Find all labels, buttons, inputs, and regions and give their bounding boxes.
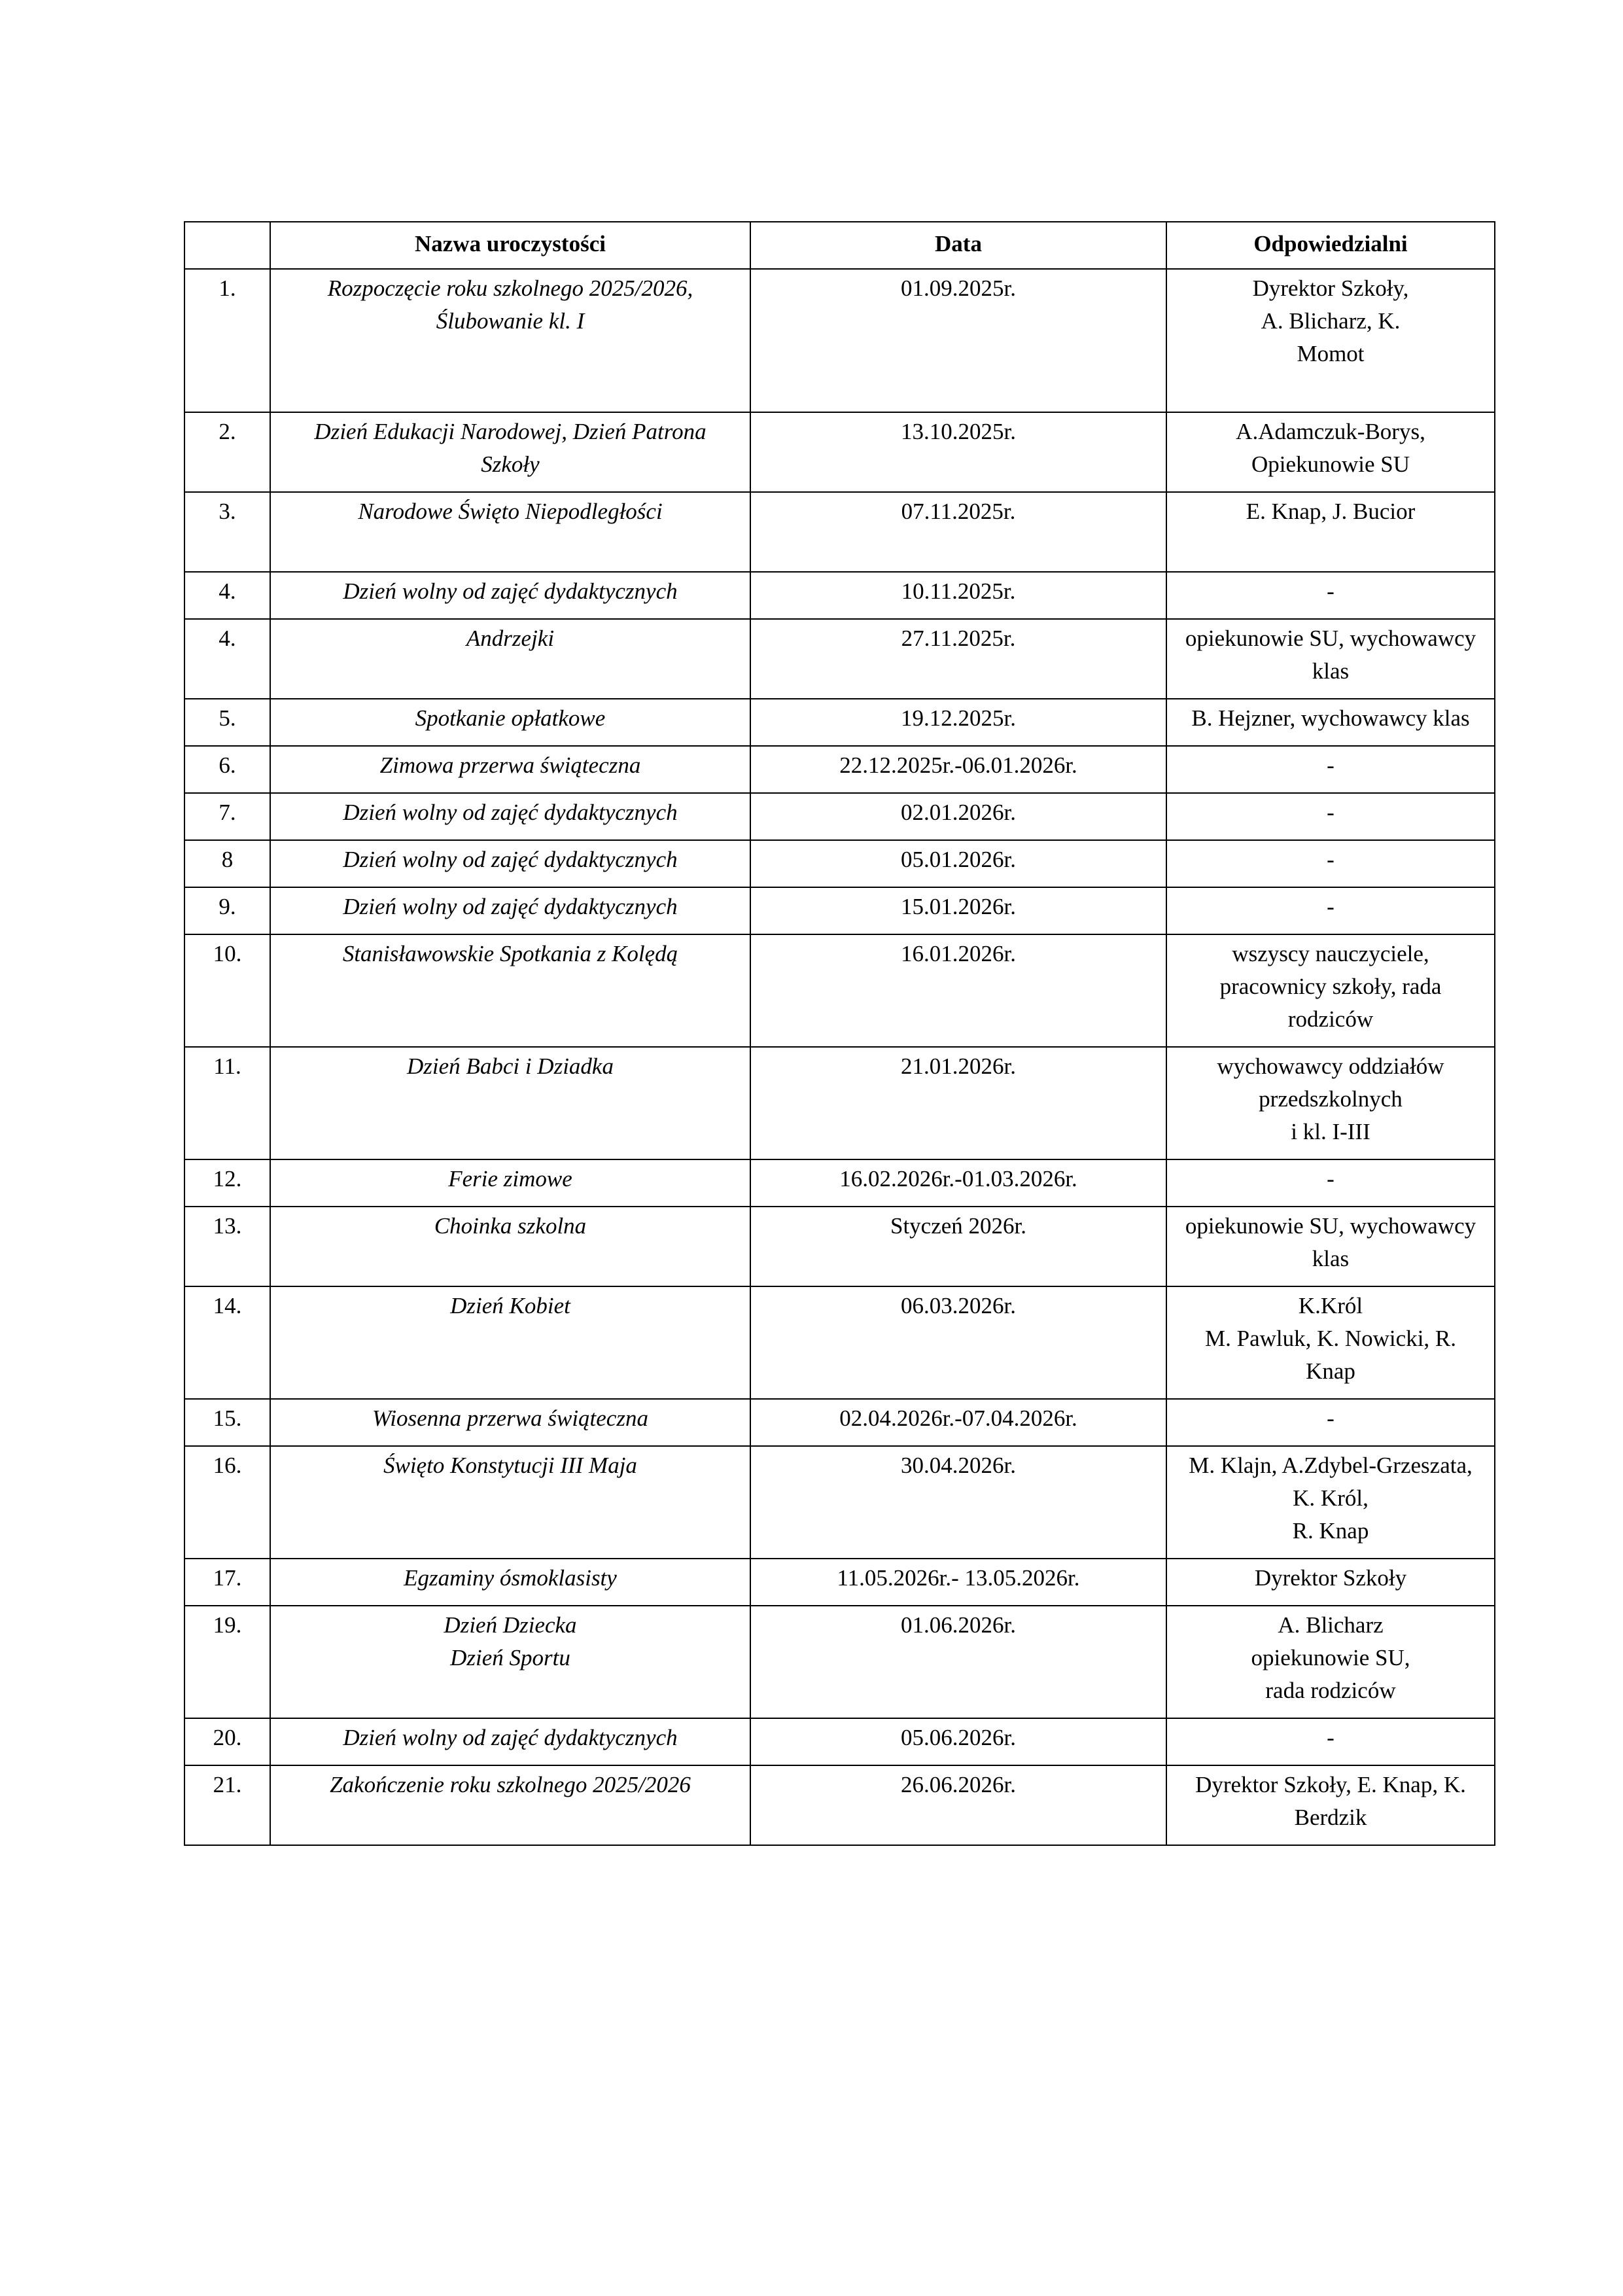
row-number: 20. <box>184 1718 270 1765</box>
responsible-line: przedszkolnych <box>1259 1086 1403 1112</box>
header-name: Nazwa uroczystości <box>270 222 750 269</box>
table-row <box>184 1718 1495 1765</box>
responsible-line: pracownicy szkoły, rada <box>1219 974 1442 999</box>
event-name <box>270 840 750 887</box>
table-row <box>184 746 1495 793</box>
event-name <box>270 1047 750 1159</box>
table-row <box>184 1765 1495 1845</box>
row-number: 5. <box>184 699 270 746</box>
responsible-line: A.Adamczuk-Borys, <box>1236 419 1425 444</box>
table-row <box>184 699 1495 746</box>
event-name-line: Dzień wolny od zajęć dydaktycznych <box>343 578 678 604</box>
table-row <box>184 1286 1495 1399</box>
table-row <box>184 934 1495 1047</box>
event-name <box>270 1399 750 1446</box>
ceremonies-table <box>184 221 1495 1846</box>
event-name-line: Zimowa przerwa świąteczna <box>379 752 641 778</box>
responsible-line: opiekunowie SU, wychowawcy <box>1185 626 1476 651</box>
event-name-line: Narodowe Święto Niepodległości <box>358 499 663 524</box>
event-date: 02.04.2026r.-07.04.2026r. <box>750 1399 1166 1446</box>
event-name-line: Dzień wolny od zajęć dydaktycznych <box>343 1725 678 1750</box>
row-number: 1. <box>184 269 270 412</box>
event-responsible <box>1166 1207 1495 1286</box>
responsible-line: - <box>1327 894 1335 919</box>
row-number: 21. <box>184 1765 270 1845</box>
event-name-line: Rozpoczęcie roku szkolnego 2025/2026, <box>327 275 693 301</box>
event-name-line: Dzień wolny od zajęć dydaktycznych <box>343 800 678 825</box>
event-name <box>270 572 750 619</box>
event-name-line: Dzień Dziecka <box>444 1612 577 1638</box>
event-name <box>270 1207 750 1286</box>
row-number: 8 <box>184 840 270 887</box>
event-date: 11.05.2026r.- 13.05.2026r. <box>750 1559 1166 1606</box>
event-responsible <box>1166 1606 1495 1718</box>
responsible-line: A. Blicharz, K. <box>1261 308 1401 334</box>
event-responsible <box>1166 793 1495 840</box>
event-name-line: Dzień Sportu <box>450 1645 570 1670</box>
event-date: 02.01.2026r. <box>750 793 1166 840</box>
responsible-line: K. Król, <box>1293 1485 1369 1511</box>
row-number: 19. <box>184 1606 270 1718</box>
event-date: 16.01.2026r. <box>750 934 1166 1047</box>
event-date: 21.01.2026r. <box>750 1047 1166 1159</box>
header-date: Data <box>750 222 1166 269</box>
event-responsible <box>1166 1286 1495 1399</box>
event-name-line: Wiosenna przerwa świąteczna <box>372 1405 648 1431</box>
responsible-line: Berdzik <box>1294 1805 1367 1830</box>
event-responsible <box>1166 572 1495 619</box>
event-date: 19.12.2025r. <box>750 699 1166 746</box>
responsible-line: Momot <box>1297 341 1365 366</box>
event-name-line: Spotkanie opłatkowe <box>415 705 606 731</box>
event-name <box>270 1765 750 1845</box>
responsible-line: E. Knap, J. Bucior <box>1246 499 1416 524</box>
row-number: 3. <box>184 492 270 572</box>
event-name <box>270 699 750 746</box>
event-date: 07.11.2025r. <box>750 492 1166 572</box>
event-responsible <box>1166 746 1495 793</box>
event-responsible <box>1166 934 1495 1047</box>
row-number: 12. <box>184 1159 270 1207</box>
row-number: 2. <box>184 412 270 492</box>
event-date: Styczeń 2026r. <box>750 1207 1166 1286</box>
row-number: 17. <box>184 1559 270 1606</box>
header-responsible: Odpowiedzialni <box>1166 222 1495 269</box>
event-name-line: Ślubowanie kl. I <box>436 308 585 334</box>
table-row <box>184 1047 1495 1159</box>
event-responsible <box>1166 1765 1495 1845</box>
table-row <box>184 492 1495 572</box>
responsible-line: rodziców <box>1287 1006 1374 1032</box>
responsible-line: Opiekunowie SU <box>1251 451 1410 477</box>
event-name <box>270 746 750 793</box>
row-number: 6. <box>184 746 270 793</box>
event-responsible <box>1166 1047 1495 1159</box>
responsible-line: - <box>1327 752 1335 778</box>
event-date: 10.11.2025r. <box>750 572 1166 619</box>
event-name-line: Dzień wolny od zajęć dydaktycznych <box>343 847 678 872</box>
table-row <box>184 412 1495 492</box>
event-responsible <box>1166 887 1495 934</box>
responsible-line: B. Hejzner, wychowawcy klas <box>1191 705 1470 731</box>
responsible-line: Dyrektor Szkoły, <box>1252 275 1409 301</box>
event-responsible <box>1166 492 1495 572</box>
event-name <box>270 412 750 492</box>
table-row <box>184 840 1495 887</box>
event-date: 05.06.2026r. <box>750 1718 1166 1765</box>
event-name-line: Ferie zimowe <box>448 1166 572 1192</box>
responsible-line: M. Pawluk, K. Nowicki, R. <box>1204 1326 1457 1351</box>
table-row <box>184 1606 1495 1718</box>
responsible-line: wychowawcy oddziałów <box>1217 1053 1444 1079</box>
responsible-line: - <box>1327 1166 1335 1192</box>
responsible-line: K.Król <box>1298 1293 1363 1318</box>
event-responsible <box>1166 1559 1495 1606</box>
responsible-line: klas <box>1312 1246 1350 1271</box>
row-number: 10. <box>184 934 270 1047</box>
row-number: 13. <box>184 1207 270 1286</box>
table-row <box>184 1559 1495 1606</box>
event-responsible <box>1166 1399 1495 1446</box>
event-name <box>270 1159 750 1207</box>
row-number: 4. <box>184 619 270 699</box>
table-row <box>184 887 1495 934</box>
event-date: 06.03.2026r. <box>750 1286 1166 1399</box>
table-row <box>184 269 1495 412</box>
event-date: 27.11.2025r. <box>750 619 1166 699</box>
responsible-line: M. Klajn, A.Zdybel-Grzeszata, <box>1189 1453 1473 1478</box>
row-number: 11. <box>184 1047 270 1159</box>
responsible-line: - <box>1327 847 1335 872</box>
table-row <box>184 619 1495 699</box>
table-row <box>184 572 1495 619</box>
event-date: 01.09.2025r. <box>750 269 1166 412</box>
event-date: 01.06.2026r. <box>750 1606 1166 1718</box>
event-name <box>270 793 750 840</box>
responsible-line: wszyscy nauczyciele, <box>1232 941 1429 966</box>
event-date: 16.02.2026r.-01.03.2026r. <box>750 1159 1166 1207</box>
event-name <box>270 492 750 572</box>
responsible-line: Dyrektor Szkoły <box>1254 1565 1407 1591</box>
event-name <box>270 1559 750 1606</box>
responsible-line: opiekunowie SU, <box>1251 1645 1410 1670</box>
table-row <box>184 1207 1495 1286</box>
row-number: 9. <box>184 887 270 934</box>
event-name <box>270 1606 750 1718</box>
responsible-line: opiekunowie SU, wychowawcy <box>1185 1213 1476 1239</box>
event-responsible <box>1166 699 1495 746</box>
header-number <box>184 222 270 269</box>
event-name-line: Egzaminy ósmoklasisty <box>404 1565 617 1591</box>
event-date: 22.12.2025r.-06.01.2026r. <box>750 746 1166 793</box>
row-number: 14. <box>184 1286 270 1399</box>
responsible-line: A. Blicharz <box>1278 1612 1384 1638</box>
event-name <box>270 1446 750 1559</box>
event-name-line: Zakończenie roku szkolnego 2025/2026 <box>330 1772 691 1797</box>
responsible-line: - <box>1327 1725 1335 1750</box>
event-date: 13.10.2025r. <box>750 412 1166 492</box>
event-name-line: Choinka szkolna <box>434 1213 587 1239</box>
event-date: 15.01.2026r. <box>750 887 1166 934</box>
responsible-line: rada rodziców <box>1265 1678 1396 1703</box>
table-row <box>184 793 1495 840</box>
event-name-line: Dzień wolny od zajęć dydaktycznych <box>343 894 678 919</box>
event-responsible <box>1166 412 1495 492</box>
event-date: 26.06.2026r. <box>750 1765 1166 1845</box>
responsible-line: R. Knap <box>1292 1518 1369 1544</box>
event-name-line: Dzień Babci i Dziadka <box>407 1053 614 1079</box>
event-name-line: Andrzejki <box>466 626 555 651</box>
event-name-line: Dzień Kobiet <box>450 1293 570 1318</box>
event-name <box>270 619 750 699</box>
table-header-row <box>184 222 1495 269</box>
event-responsible <box>1166 840 1495 887</box>
event-name-line: Szkoły <box>481 451 540 477</box>
row-number: 4. <box>184 572 270 619</box>
table-row <box>184 1399 1495 1446</box>
event-responsible <box>1166 1446 1495 1559</box>
responsible-line: Dyrektor Szkoły, E. Knap, K. <box>1195 1772 1466 1797</box>
responsible-line: - <box>1327 800 1335 825</box>
table-row <box>184 1159 1495 1207</box>
event-name <box>270 1286 750 1399</box>
event-name <box>270 934 750 1047</box>
row-number: 15. <box>184 1399 270 1446</box>
event-name <box>270 887 750 934</box>
row-number: 7. <box>184 793 270 840</box>
responsible-line: Knap <box>1306 1358 1355 1384</box>
table-body <box>184 269 1495 1845</box>
event-name <box>270 269 750 412</box>
responsible-line: - <box>1327 1405 1335 1431</box>
responsible-line: - <box>1327 578 1335 604</box>
responsible-line: i kl. I-III <box>1291 1119 1370 1144</box>
event-responsible <box>1166 1718 1495 1765</box>
event-responsible <box>1166 1159 1495 1207</box>
event-responsible <box>1166 269 1495 412</box>
responsible-line: klas <box>1312 658 1350 684</box>
event-name-line: Święto Konstytucji III Maja <box>383 1453 637 1478</box>
row-number: 16. <box>184 1446 270 1559</box>
event-date: 05.01.2026r. <box>750 840 1166 887</box>
event-date: 30.04.2026r. <box>750 1446 1166 1559</box>
event-name <box>270 1718 750 1765</box>
event-responsible <box>1166 619 1495 699</box>
table-row <box>184 1446 1495 1559</box>
event-name-line: Stanisławowskie Spotkania z Kolędą <box>342 941 678 966</box>
event-name-line: Dzień Edukacji Narodowej, Dzień Patrona <box>314 419 707 444</box>
